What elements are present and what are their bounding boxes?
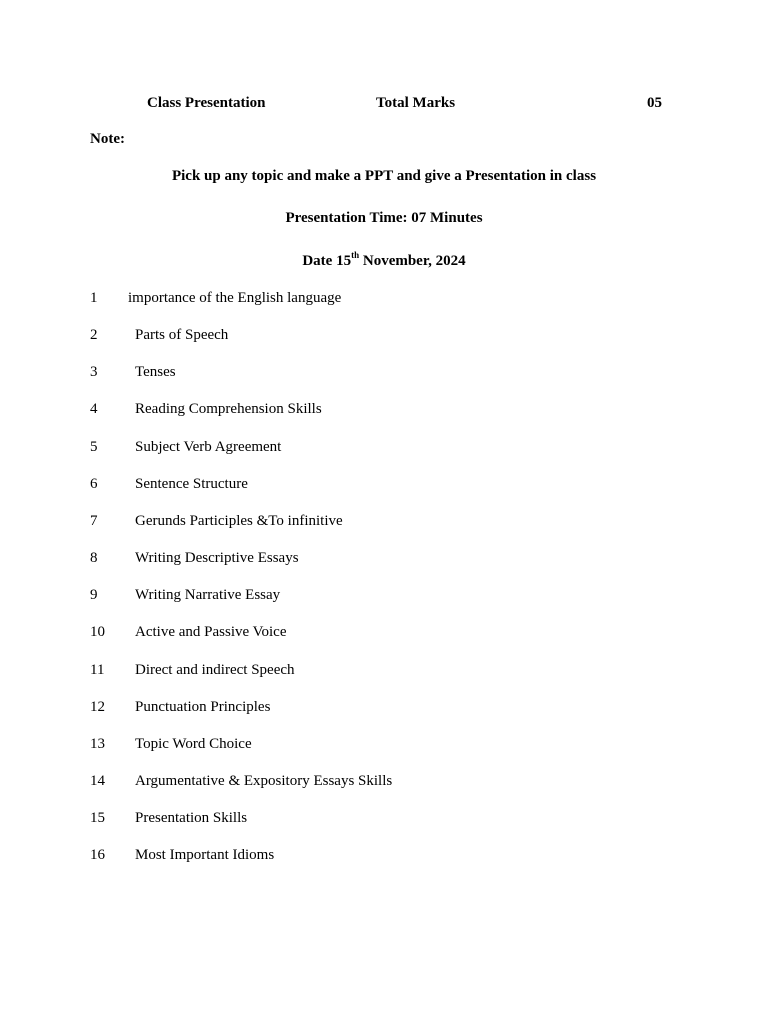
topic-title: Most Important Idioms [135, 847, 275, 863]
topic-title: Direct and indirect Speech [135, 662, 295, 678]
topic-number: 4 [90, 401, 98, 417]
topic-title: Writing Narrative Essay [135, 587, 281, 603]
topic-title: importance of the English language [128, 290, 342, 306]
instruction-text: Pick up any topic and make a PPT and give a Presentation in class [171, 168, 597, 184]
topic-number: 9 [90, 587, 98, 603]
topic-number: 8 [90, 550, 98, 566]
topic-number: 7 [90, 513, 98, 529]
topic-title: Writing Descriptive Essays [135, 550, 299, 566]
note-label: Note: [90, 131, 125, 147]
topic-title: Presentation Skills [135, 810, 248, 826]
total-marks-label: Total Marks [376, 95, 456, 111]
topic-title: Punctuation Principles [135, 699, 271, 715]
topic-number: 6 [90, 476, 98, 492]
topic-title: Reading Comprehension Skills [135, 401, 322, 417]
topic-number: 12 [90, 699, 105, 715]
topic-title: Subject Verb Agreement [135, 439, 282, 455]
header-title: Class Presentation [147, 95, 266, 111]
date-suffix: November, 2024 [359, 253, 466, 269]
topic-number: 1 [90, 290, 98, 306]
date-ordinal: th [351, 250, 360, 260]
topic-number: 2 [90, 327, 98, 343]
topic-number: 15 [90, 810, 105, 826]
topic-title: Gerunds Participles &To infinitive [135, 513, 343, 529]
topic-number: 13 [90, 736, 105, 752]
topic-number: 11 [90, 662, 105, 678]
topic-number: 10 [90, 624, 105, 640]
topic-number: 16 [90, 847, 105, 863]
total-marks-value: 05 [647, 95, 662, 111]
topic-title: Topic Word Choice [135, 736, 252, 752]
topic-number: 5 [90, 439, 98, 455]
topic-title: Active and Passive Voice [135, 624, 287, 640]
topic-number: 3 [90, 364, 98, 380]
topic-number: 14 [90, 773, 105, 789]
topic-title: Argumentative & Expository Essays Skills [135, 773, 393, 789]
topic-title: Parts of Speech [135, 327, 229, 343]
presentation-time: Presentation Time: 07 Minutes [285, 210, 483, 226]
topic-title: Sentence Structure [135, 476, 248, 492]
presentation-date [0, 252, 768, 270]
date-prefix: Date 15 [302, 253, 352, 269]
topic-title: Tenses [135, 364, 176, 380]
